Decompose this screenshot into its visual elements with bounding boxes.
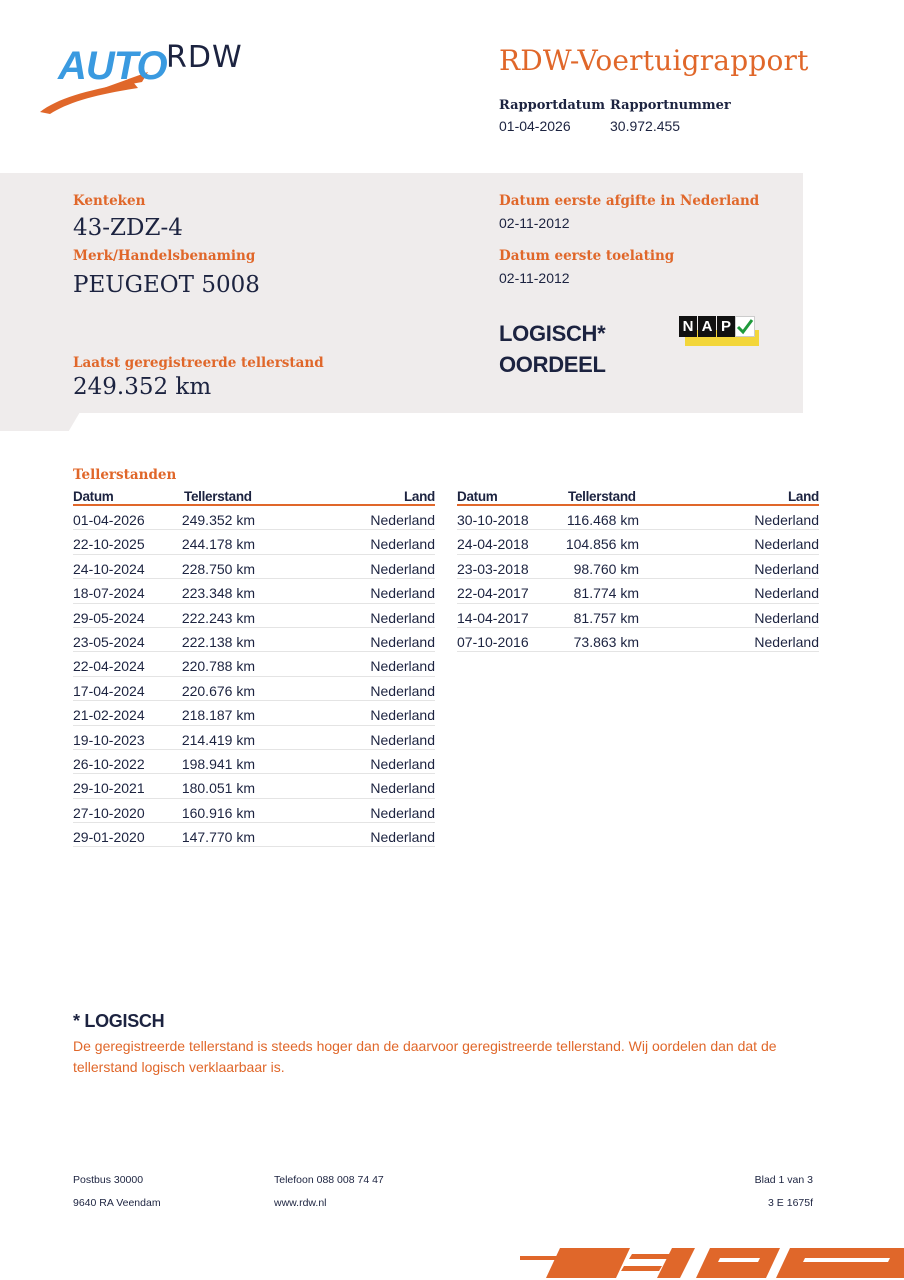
row-reading: 228.750 km — [181, 560, 255, 577]
row-reading: 160.916 km — [181, 804, 255, 821]
header-date: Datum — [73, 489, 114, 504]
row-country: Nederland — [370, 658, 435, 675]
row-date: 23-03-2018 — [457, 560, 529, 577]
odometer-value: 249.352 km — [73, 374, 212, 400]
readings-title: Tellerstanden — [73, 467, 177, 483]
row-reading: 98.760 km — [573, 560, 639, 577]
row-country: Nederland — [370, 829, 435, 846]
row-country: Nederland — [370, 755, 435, 772]
row-date: 21-02-2024 — [73, 707, 145, 724]
plate-label: Kenteken — [73, 193, 146, 209]
row-reading: 73.863 km — [573, 633, 639, 650]
row-country: Nederland — [370, 560, 435, 577]
table-row — [457, 555, 819, 579]
table-row — [457, 506, 819, 530]
readings-table-right — [457, 488, 819, 652]
row-reading: 214.419 km — [181, 731, 255, 748]
footer-page: Blad 1 van 3 — [754, 1174, 813, 1186]
row-date: 24-10-2024 — [73, 560, 145, 577]
table-header — [457, 488, 819, 506]
verdict-line1: LOGISCH* — [499, 321, 606, 346]
row-country: Nederland — [370, 633, 435, 650]
header-country: Land — [787, 489, 819, 504]
header-reading: Tellerstand — [184, 489, 252, 504]
verdict-line2: OORDEEL — [499, 352, 606, 377]
row-reading: 81.757 km — [573, 609, 639, 626]
table-row — [73, 604, 435, 628]
footer-city: 9640 RA Veendam — [73, 1197, 161, 1209]
header-date: Datum — [457, 489, 498, 504]
rdw-stripes-icon — [520, 1244, 904, 1280]
row-reading: 198.941 km — [181, 755, 255, 772]
row-country: Nederland — [370, 536, 435, 553]
row-reading: 147.770 km — [181, 829, 255, 846]
table-row — [73, 677, 435, 701]
checkmark-icon — [735, 316, 755, 337]
row-date: 18-07-2024 — [73, 585, 145, 602]
report-title: RDW-Voertuigrapport — [499, 44, 809, 77]
logo-auto-text: AUTO — [58, 44, 167, 88]
row-country: Nederland — [370, 731, 435, 748]
row-country: Nederland — [370, 609, 435, 626]
row-reading: 244.178 km — [181, 536, 255, 553]
table-row — [73, 506, 435, 530]
table-row — [73, 774, 435, 798]
report-date: 01-04-2026 — [499, 118, 571, 134]
row-date: 26-10-2022 — [73, 755, 145, 772]
table-row — [73, 823, 435, 847]
odometer-label: Laatst geregistreerde tellerstand — [73, 355, 324, 371]
panel-tab — [0, 412, 80, 431]
nap-letter-n: N — [679, 316, 697, 337]
row-date: 17-04-2024 — [73, 682, 145, 699]
make-label: Merk/Handelsbenaming — [73, 248, 256, 264]
report-date-label: Rapportdatum — [499, 98, 605, 113]
row-reading: 104.856 km — [565, 536, 639, 553]
row-reading: 220.788 km — [181, 658, 255, 675]
table-row — [457, 530, 819, 554]
row-country: Nederland — [754, 512, 819, 528]
row-date: 29-05-2024 — [73, 609, 145, 626]
header-country: Land — [403, 489, 435, 504]
nap-badge — [679, 316, 761, 348]
table-row — [73, 579, 435, 603]
logo-rdw-text: RDW — [166, 40, 243, 75]
table-row — [73, 628, 435, 652]
row-country: Nederland — [754, 585, 819, 602]
row-date: 22-04-2024 — [73, 658, 145, 675]
make-value: PEUGEOT 5008 — [73, 272, 260, 298]
table-row — [457, 604, 819, 628]
row-date: 29-01-2020 — [73, 829, 145, 846]
table-header — [73, 488, 435, 506]
row-reading: 223.348 km — [181, 585, 255, 602]
row-date: 29-10-2021 — [73, 780, 145, 797]
row-country: Nederland — [370, 585, 435, 602]
footnote-title: * LOGISCH — [73, 1011, 165, 1031]
footer-website[interactable]: www.rdw.nl — [274, 1197, 327, 1209]
table-row — [73, 726, 435, 750]
footer-postbus: Postbus 30000 — [73, 1174, 144, 1186]
footnote-text: De geregistreerde tellerstand is steeds hoger dan de daarvoor geregistreerde tellerstand. Wij oordelen dan dat de tellerstand logisch verklaarbaar is. — [73, 1038, 777, 1075]
row-country: Nederland — [370, 804, 435, 821]
table-row — [457, 628, 819, 652]
table-row — [73, 555, 435, 579]
row-date: 14-04-2017 — [457, 609, 529, 626]
readings-table-left — [73, 488, 435, 847]
nap-letter-p: P — [717, 316, 735, 337]
verdict — [499, 318, 606, 380]
row-country: Nederland — [370, 682, 435, 699]
row-date: 22-10-2025 — [73, 536, 145, 553]
row-reading: 218.187 km — [181, 707, 255, 724]
row-reading: 249.352 km — [181, 512, 255, 528]
row-reading: 220.676 km — [181, 682, 255, 699]
table-row — [73, 750, 435, 774]
first-admission-label: Datum eerste toelating — [499, 248, 675, 264]
header-reading: Tellerstand — [568, 489, 636, 504]
plate-value: 43-ZDZ-4 — [73, 215, 183, 241]
report-number: 30.972.455 — [610, 118, 681, 134]
row-country: Nederland — [754, 609, 819, 626]
row-reading: 222.138 km — [181, 633, 255, 650]
row-reading: 116.468 km — [566, 512, 639, 528]
row-date: 27-10-2020 — [73, 804, 145, 821]
row-date: 01-04-2026 — [73, 512, 145, 528]
row-country: Nederland — [370, 512, 435, 528]
row-reading: 222.243 km — [181, 609, 255, 626]
table-row — [73, 799, 435, 823]
first-admission-value: 02-11-2012 — [499, 270, 570, 286]
autordw-logo — [38, 38, 253, 118]
nap-letter-a: A — [698, 316, 716, 337]
footer-phone: Telefoon 088 008 74 47 — [274, 1174, 384, 1186]
row-date: 24-04-2018 — [457, 536, 529, 553]
first-issue-nl-value: 02-11-2012 — [499, 215, 570, 231]
table-row — [73, 530, 435, 554]
row-date: 22-04-2017 — [457, 585, 529, 602]
report-number-label: Rapportnummer — [610, 98, 731, 113]
table-row — [73, 701, 435, 725]
first-issue-nl-label: Datum eerste afgifte in Nederland — [499, 193, 760, 209]
table-row — [457, 579, 819, 603]
row-reading: 81.774 km — [573, 585, 639, 602]
table-row — [73, 652, 435, 676]
row-country: Nederland — [370, 780, 435, 797]
row-country: Nederland — [754, 633, 819, 650]
row-date: 23-05-2024 — [73, 633, 145, 650]
row-reading: 180.051 km — [181, 780, 255, 797]
row-date: 07-10-2016 — [457, 633, 529, 650]
row-country: Nederland — [754, 536, 819, 553]
row-date: 19-10-2023 — [73, 731, 145, 748]
row-country: Nederland — [370, 707, 435, 724]
row-country: Nederland — [754, 560, 819, 577]
row-date: 30-10-2018 — [457, 512, 529, 528]
footer-code: 3 E 1675f — [768, 1197, 813, 1209]
